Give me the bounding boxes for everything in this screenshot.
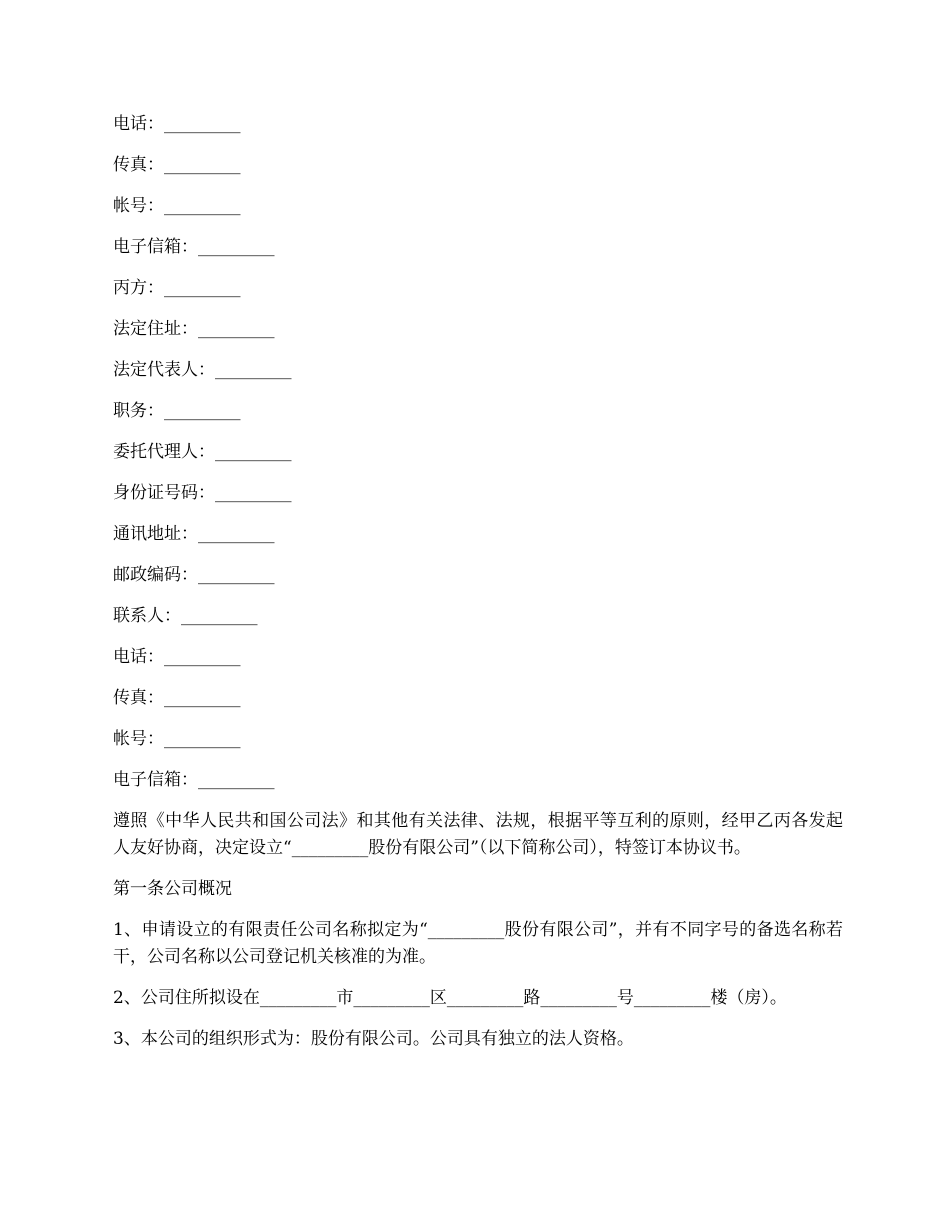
field-legal-representative: 法定代表人：_________ [113,360,292,380]
intro-paragraph: 遵照《中华人民共和国公司法》和其他有关法律、法规，根据平等互利的原则，经甲乙丙各发起人友好协商，决定设立“_________股份有限公司”（以下简称公司），特签订本协议书。 [113,811,843,858]
article-title: 第一条公司概况 [113,879,232,899]
field-authorized-agent: 委托代理人：_________ [113,442,292,462]
field-contact-person: 联系人：_________ [113,606,258,626]
clause-3: 3、本公司的组织形式为：股份有限公司。公司具有独立的法人资格。 [113,1029,634,1049]
clause-1: 1、申请设立的有限责任公司名称拟定为“_________股份有限公司”，并有不同字号的备选名称若干，公司名称以公司登记机关核准的为准。 [113,920,843,967]
field-fax-2: 传真：_________ [113,688,241,708]
field-phone-2: 电话：_________ [113,647,241,667]
field-postal-code: 邮政编码：_________ [113,565,275,585]
field-fax: 传真：_________ [113,155,241,175]
field-account-2: 帐号：_________ [113,729,241,749]
field-legal-address: 法定住址：_________ [113,319,275,339]
field-party-c: 丙方：_________ [113,278,241,298]
clause-2: 2、公司住所拟设在_________市_________区_________路_________号_________楼（房）。 [113,988,787,1008]
field-email-2: 电子信箱：_________ [113,770,275,790]
field-email: 电子信箱：_________ [113,237,275,257]
document-body [113,111,843,1067]
field-position: 职务：_________ [113,401,241,421]
field-id-number: 身份证号码：_________ [113,483,292,503]
field-mailing-address: 通讯地址：_________ [113,524,275,544]
field-phone: 电话：_________ [113,114,241,134]
field-account: 帐号：_________ [113,196,241,216]
